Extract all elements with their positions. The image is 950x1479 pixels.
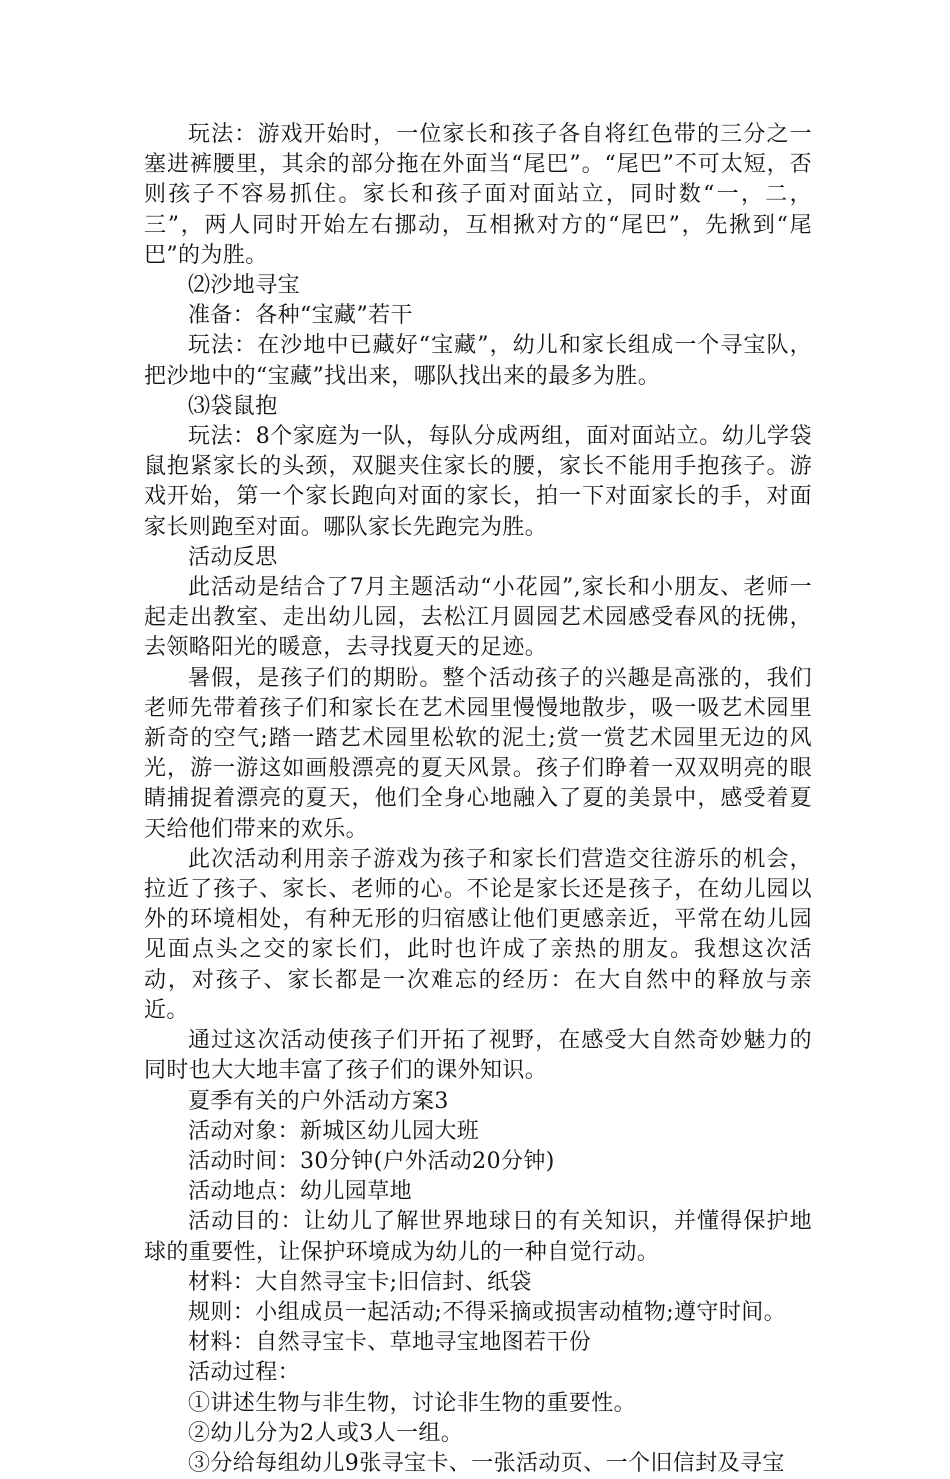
list-item-step-1: ①讲述生物与非生物，讨论非生物的重要性。 <box>188 1390 637 1416</box>
paragraph-kangaroo-rules: 玩法：8个家庭为一队，每队分成两组，面对面站立。幼儿学袋鼠抱紧家长的头颈，双腿夹住家长的腰，家长不能用手抱孩子。游戏开始，第一个家长跑向对面的家长，拍一下对面家长的手，对面家长则跑至对面。哪队家长先跑完为胜。 <box>144 424 812 540</box>
paragraph-time: 活动时间：30分钟(户外活动20分钟) <box>188 1148 555 1174</box>
paragraph-sand-treasure-rules: 玩法：在沙地中已藏好“宝藏”，幼儿和家长组成一个寻宝队，把沙地中的“宝藏”找出来，哪队找出来的最多为胜。 <box>144 333 812 389</box>
paragraph-game-rules-tail: 玩法：游戏开始时，一位家长和孩子各自将红色带的三分之一塞进裤腰里，其余的部分拖在外面当“尾巴”。“尾巴”不可太短，否则孩子不容易抓住。家长和孩子面对面站立，同时数“一，二，三”，两人同时开始左右挪动，互相揪对方的“尾巴”，先揪到“尾巴”的为胜。 <box>144 122 812 268</box>
heading-kangaroo-hug: ⑶袋鼠抱 <box>188 393 278 419</box>
list-item-step-3: ③分给每组幼儿9张寻宝卡、一张活动页、一个旧信封及寻宝 <box>188 1450 785 1476</box>
heading-reflection: 活动反思 <box>188 544 278 570</box>
heading-process: 活动过程： <box>188 1360 301 1386</box>
document-body <box>144 120 812 1479</box>
paragraph-preparation: 准备：各种“宝藏”若干 <box>188 303 413 329</box>
paragraph-location: 活动地点：幼儿园草地 <box>188 1179 413 1205</box>
paragraph-reflection-1: 此活动是结合了7月主题活动“小花园”,家长和小朋友、老师一起走出教室、走出幼儿园，去松江月圆园艺术园感受春风的抚佛，去领略阳光的暖意，去寻找夏天的足迹。 <box>144 575 812 661</box>
paragraph-rules: 规则：小组成员一起活动;不得采摘或损害动植物;遵守时间。 <box>188 1299 787 1325</box>
heading-plan-3: 夏季有关的户外活动方案3 <box>188 1088 449 1114</box>
paragraph-goal: 活动目的：让幼儿了解世界地球日的有关知识，并懂得保护地球的重要性，让保护环境成为幼儿的一种自觉行动。 <box>144 1209 812 1265</box>
paragraph-reflection-2: 暑假，是孩子们的期盼。整个活动孩子的兴趣是高涨的，我们老师先带着孩子们和家长在艺术园里慢慢地散步，吸一吸艺术园里新奇的空气;踏一踏艺术园里松软的泥土;赏一赏艺术园里无边的风光，游一游这如画般漂亮的夏天风景。孩子们睁着一双双明亮的眼睛捕捉着漂亮的夏天，他们全身心地融入了夏的美景中，感受着夏天给他们带来的欢乐。 <box>144 665 812 842</box>
paragraph-reflection-4: 通过这次活动使孩子们开拓了视野，在感受大自然奇妙魅力的同时也大大地丰富了孩子们的课外知识。 <box>144 1028 812 1084</box>
heading-sand-treasure: ⑵沙地寻宝 <box>188 273 301 299</box>
paragraph-reflection-3: 此次活动利用亲子游戏为孩子和家长们营造交往游乐的机会，拉近了孩子、家长、老师的心。不论是家长还是孩子，在幼儿园以外的环境相处，有种无形的归宿感让他们更感亲近，平常在幼儿园见面点头之交的家长们，此时也许成了亲热的朋友。我想这次活动，对孩子、家长都是一次难忘的经历：在大自然中的释放与亲近。 <box>144 846 812 1023</box>
paragraph-target: 活动对象：新城区幼儿园大班 <box>188 1118 480 1144</box>
paragraph-materials-1: 材料：大自然寻宝卡;旧信封、纸袋 <box>188 1269 532 1295</box>
list-item-step-2: ②幼儿分为2人或3人一组。 <box>188 1420 464 1446</box>
paragraph-materials-2: 材料：自然寻宝卡、草地寻宝地图若干份 <box>188 1330 592 1356</box>
